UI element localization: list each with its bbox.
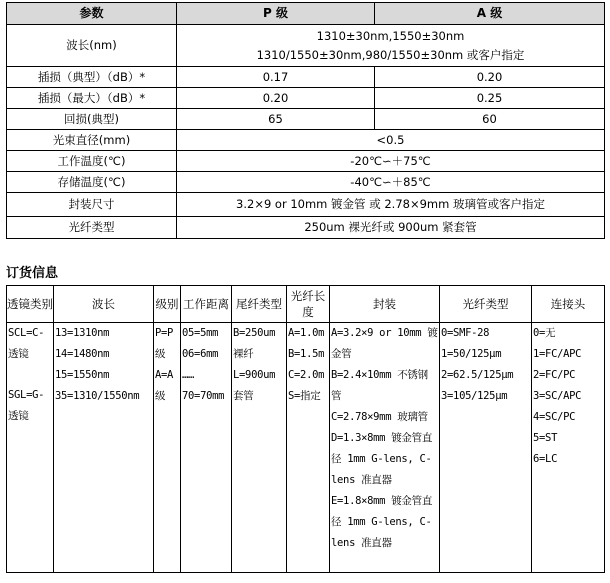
order-header-connector: 连接头 [532,286,605,323]
spec-label: 回损(典型) [7,109,177,130]
package-option: B=2.4×10mm 不锈钢管 [331,369,428,402]
wavelength-option: 15=1550nm [55,369,110,381]
length-option: A=1.0m [288,327,325,339]
spec-label: 光束直径(mm) [7,130,177,151]
spec-label: 工作温度(℃) [7,151,177,172]
fiber-option: 0=SMF-28 [441,327,490,339]
wavelength-option: 14=1480nm [55,348,110,360]
connector-option: 3=SC/APC [533,390,582,402]
grade-option: A=A级 [155,369,174,402]
spec-value: -20℃∽＋75℃ [177,151,605,172]
package-options [330,323,440,573]
connector-option: 0=无 [533,327,556,339]
spec-row-return-loss [7,109,605,130]
pigtail-options [232,323,287,573]
spec-p-value: 0.20 [177,88,375,109]
spec-label: 插损（最大）（dB）* [7,88,177,109]
distance-option: 05=5mm [182,327,219,339]
fiber-options [440,323,532,573]
package-option: C=2.78×9mm 玻璃管 [331,411,428,423]
spec-a-value: 0.20 [375,67,605,88]
spec-value: <0.5 [177,130,605,151]
package-option: E=1.8×8mm 镀金管直径 1mm G-lens, C-lens 准直器 [331,495,433,549]
distance-option: 70=70mm [182,390,225,402]
length-option: S=指定 [288,390,321,402]
connector-options [532,323,605,573]
spec-header-a: A 级 [375,3,605,25]
order-header-lens: 透镜类别 [7,286,54,323]
order-title: 订货信息 [6,266,59,281]
lens-option: SGL=G-透镜 [8,389,45,422]
connector-option: 6=LC [533,453,558,465]
fiber-option: 2=62.5/125μm [441,369,514,381]
distance-option: …… [182,369,195,381]
spec-label: 光纤类型 [7,217,177,239]
lens-options [7,323,54,573]
spec-a-value: 60 [375,109,605,130]
fiber-option: 1=50/125μm [441,348,502,360]
order-header-fiber: 光纤类型 [440,286,532,323]
order-options-row [7,323,605,573]
connector-option: 2=FC/PC [533,369,576,381]
spec-row-il-typ [7,67,605,88]
spec-label: 插损（典型）（dB）* [7,67,177,88]
spec-p-value: 65 [177,109,375,130]
connector-option: 1=FC/APC [533,348,582,360]
wavelength-line2: 1310/1550±30nm,980/1550±30nm 或客户指定 [256,47,525,62]
wavelength-line1: 1310±30nm,1550±30nm [316,28,465,43]
distance-options [181,323,232,573]
length-options [287,323,330,573]
spec-row-il-max [7,88,605,109]
spec-header-p: P 级 [177,3,375,25]
order-header-distance: 工作距离 [181,286,232,323]
pigtail-option: B=250um裸纤 [233,327,276,360]
distance-option: 06=6mm [182,348,219,360]
spec-label: 波长(nm) [7,25,177,67]
package-option: D=1.3×8mm 镀金管直径 1mm G-lens, C-lens 准直器 [331,432,433,486]
lens-option: SCL=C-透镜 [8,327,45,360]
spec-table [6,2,605,239]
order-header-wavelength: 波长 [54,286,154,323]
pigtail-option: L=900um套管 [233,369,276,402]
spec-header-param: 参数 [7,3,177,25]
connector-option: 4=SC/PC [533,411,576,423]
spec-row-beam [7,130,605,151]
spec-row-fiber [7,217,605,239]
grade-option: P=P级 [155,327,174,360]
order-header-grade: 级别 [154,286,181,323]
order-table [6,285,605,573]
spec-row-wavelength [7,25,605,67]
spec-row-st-temp [7,172,605,193]
package-option: A=3.2×9 or 10mm 镀金管 [331,327,438,360]
fiber-option: 3=105/125μm [441,390,508,402]
spec-value: 250um 裸光纤或 900um 紧套管 [177,217,605,239]
order-header-length: 光纤长度 [287,286,330,323]
spec-label: 存储温度(℃) [7,172,177,193]
length-option: B=1.5m [288,348,325,360]
wavelength-option: 13=1310nm [55,327,110,339]
wavelength-option: 35=1310/1550nm [55,390,140,402]
order-header-pigtail: 尾纤类型 [232,286,287,323]
spec-a-value: 0.25 [375,88,605,109]
order-header-row [7,286,605,323]
connector-option: 5=ST [533,432,558,444]
spec-header-row [7,3,605,25]
spec-label: 封装尺寸 [7,193,177,217]
spec-value: -40℃∽＋85℃ [177,172,605,193]
wavelength-options [54,323,154,573]
spec-row-package [7,193,605,217]
spec-value: 3.2×9 or 10mm 镀金管 或 2.78×9mm 玻璃管或客户指定 [177,193,605,217]
grade-options [154,323,181,573]
order-header-package: 封装 [330,286,440,323]
spec-value [177,25,605,67]
spec-row-op-temp [7,151,605,172]
length-option: C=2.0m [288,369,325,381]
spec-p-value: 0.17 [177,67,375,88]
